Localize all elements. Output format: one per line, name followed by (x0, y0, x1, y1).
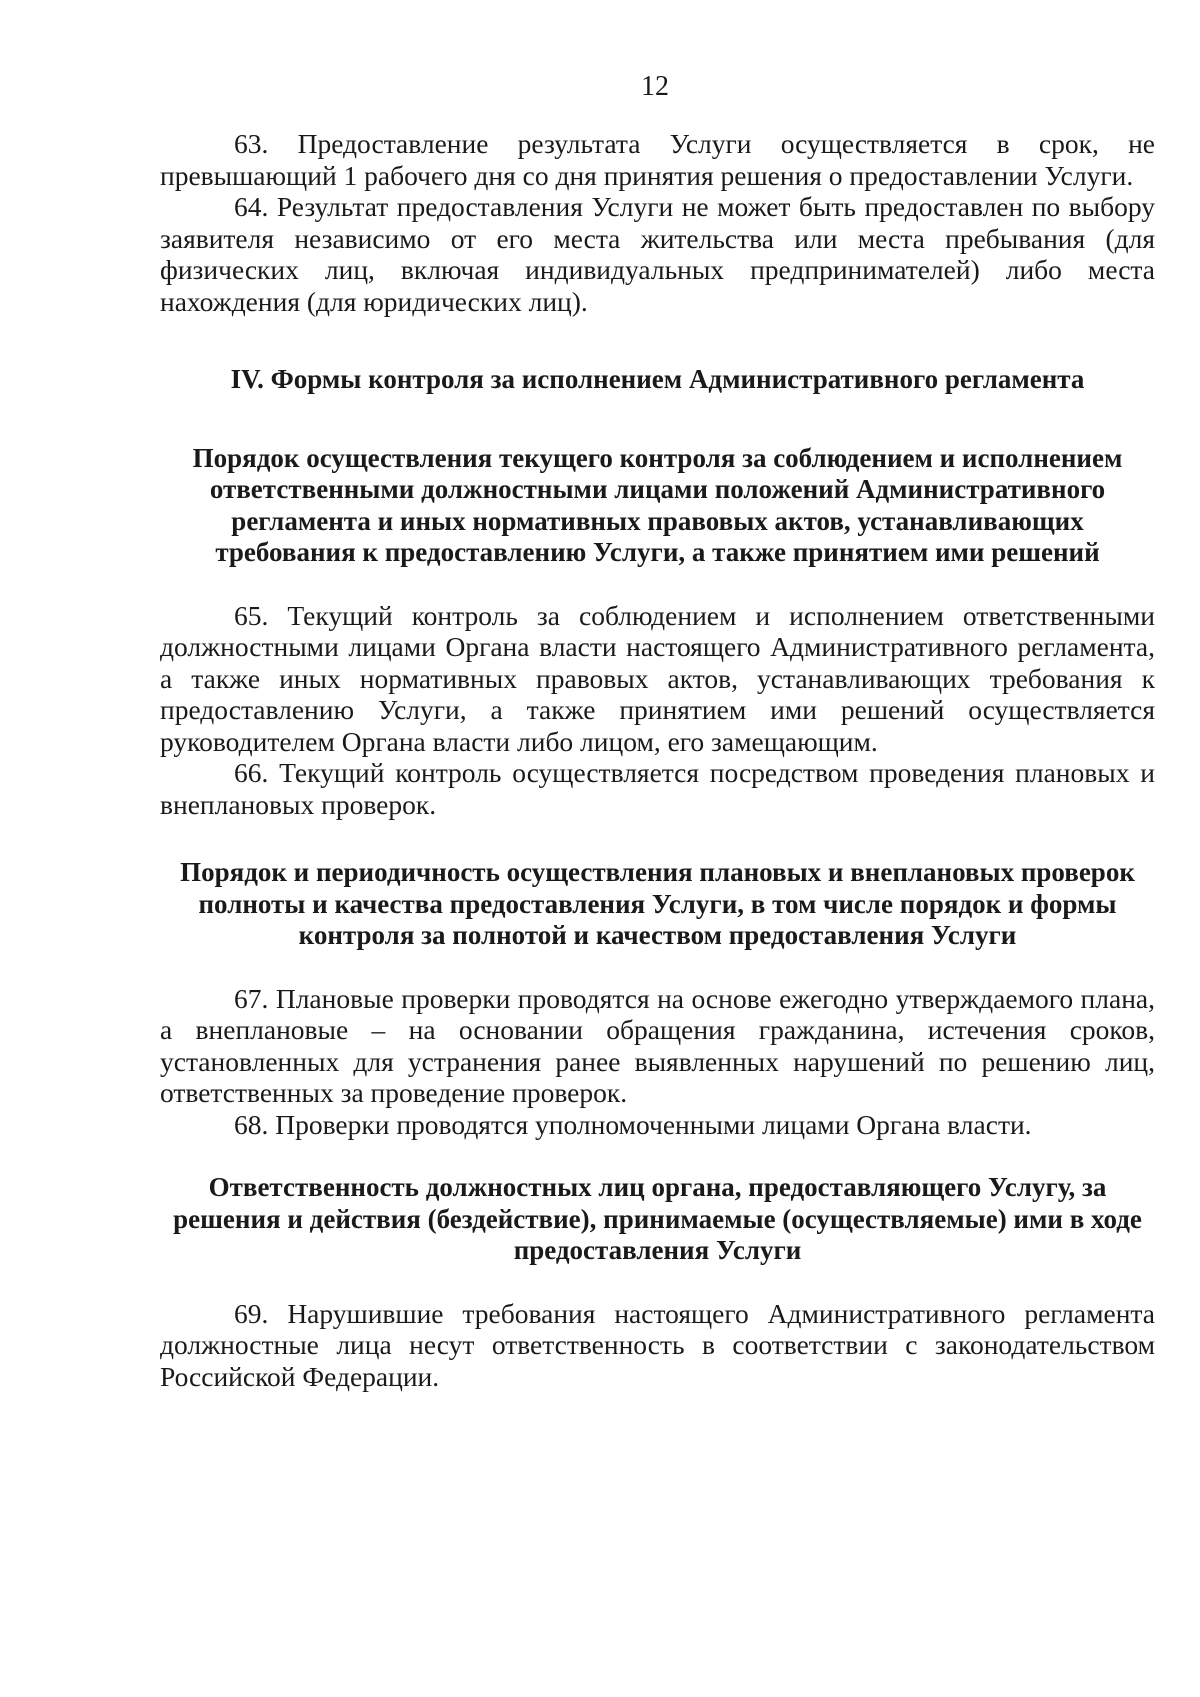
subsection-heading-responsibility: Ответственность должностных лиц органа, предоставляющего Услугу, за решения и действия (бездействие), принимаемые (осуществляемые) ими в ходе предоставления Услуги (173, 1172, 1142, 1265)
subsection-heading-current-control: Порядок осуществления текущего контроля за соблюдением и исполнением ответственными должностными лицами положений Административного регламента и иных нормативных правовых актов, устанавливающих требования к предоставлению Услуги, а также принятием ими решений (192, 442, 1123, 567)
paragraph-65: 65. Текущий контроль за соблюдением и исполнением ответственными должностными лицами Органа власти настоящего Административного регламента, а также иных нормативных правовых актов, устанавливающих требования к предоставлению Услуги, а также принятием ими решений осуществляется руководителем Органа власти либо лицом, его замещающим. (160, 599, 1155, 757)
document-body (160, 128, 1155, 1392)
paragraph-66: 66. Текущий контроль осуществляется посредством проведения плановых и внеплановых проверок. (160, 757, 1155, 820)
paragraph-69: 69. Нарушившие требования настоящего Административного регламента должностные лица несут ответственность в соответствии с законодательством Российской Федерации. (160, 1297, 1155, 1392)
paragraph-63: 63. Предоставление результата Услуги осуществляется в срок, не превышающий 1 рабочего дня со дня принятия решения о предоставлении Услуги. (160, 128, 1155, 191)
page-number: 12 (641, 71, 669, 102)
subsection-heading-inspections: Порядок и периодичность осуществления плановых и внеплановых проверок полноты и качества предоставления Услуги, в том числе порядок и формы контроля за полнотой и качеством предоставления Услуги (180, 857, 1135, 950)
section-title: IV. Формы контроля за исполнением Административного регламента (230, 364, 1085, 394)
paragraph-67: 67. Плановые проверки проводятся на основе ежегодно утверждаемого плана, а внеплановые – на основании обращения гражданина, истечения сроков, установленных для устранения ранее выявленных нарушений по решению лиц, ответственных за проведение проверок. (160, 982, 1155, 1108)
paragraph-64: 64. Результат предоставления Услуги не может быть предоставлен по выбору заявителя независимо от его места жительства или места пребывания (для физических лиц, включая индивидуальных предпринимателей) либо места нахождения (для юридических лиц). (160, 191, 1155, 317)
paragraph-68: 68. Проверки проводятся уполномоченными лицами Органа власти. (234, 1108, 1032, 1140)
